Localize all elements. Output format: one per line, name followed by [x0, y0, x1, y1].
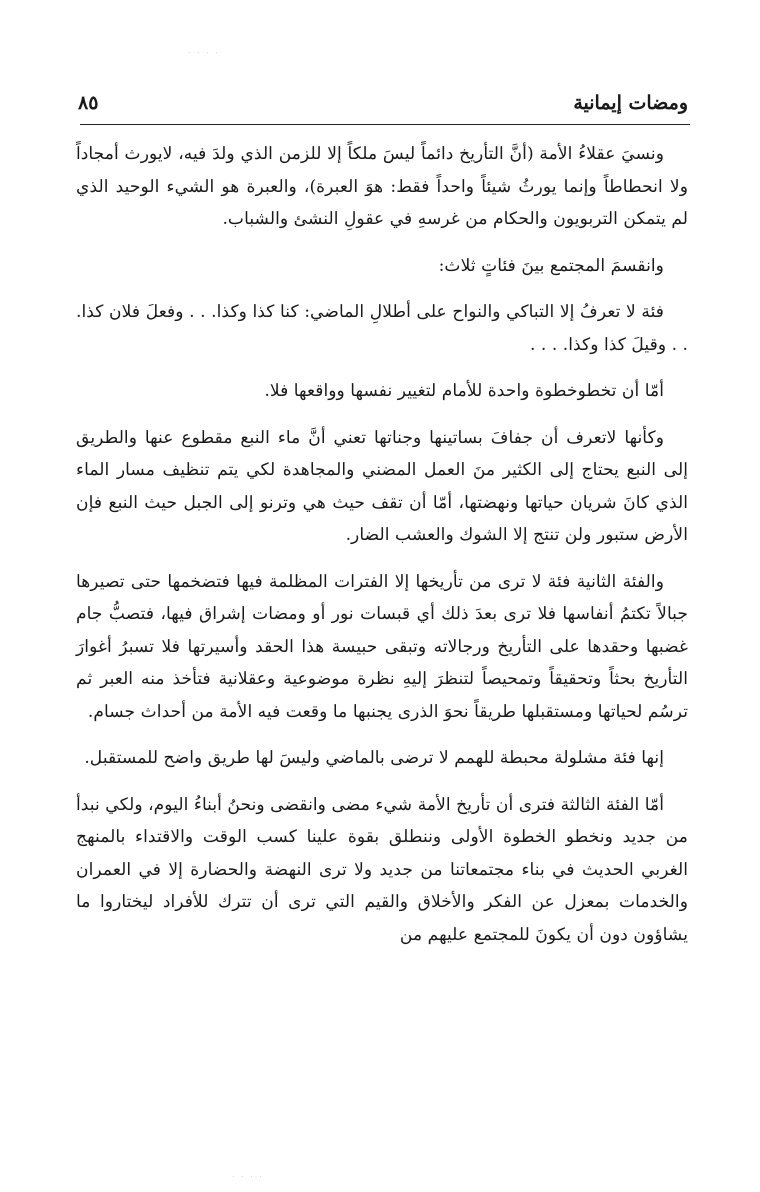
paragraph-1: ونسيَ عقلاءُ الأمة (أنَّ التأريخ دائماً ليسَ ملكاً إلا للزمن الذي ولدَ فيه، لايورث أمجاداً ولا انحطاطاً وإنما يورثُ شيئاً واحداً فقط: هوَ العبرة)، والعبرة هو الشيء الوحيد الذي لم يتمكن التربويون والحكام من غرسهِ في عقولِ النشئ والشباب. — [76, 144, 688, 229]
running-title: ومضات إيمانية — [573, 92, 688, 114]
paragraph-3: فئة لا تعرفُ إلا التباكي والنواح على أطلالِ الماضي: كنا كذا وكذا. . . وفعلَ فلان كذا. . . وقيلَ كذا وكذا. . . . — [76, 302, 688, 355]
scan-mark-top: . . . . — [188, 46, 220, 55]
header-rule — [80, 124, 690, 125]
paragraph-2: وانقسمَ المجتمع بينَ فئاتٍ ثلاث: — [438, 255, 664, 276]
paragraph-6: والفئة الثانية فئة لا ترى من تأريخها إلا الفترات المظلمة فيها فتضخمها حتى تصيرها جبالاً تكتمُ أنفاسها فلا ترى بعدَ ذلك أي قبسات نور أو ومضات إشراق فيها، فتصبُّ جام غضبها وحقدها على التأريخ ورجالاته وتبقى حبيسة هذا الحقد وأسيرتها فلا تسبرُ أغوارَ التأريخ بحثاً وتحقيقاً وتمحيصاً لتنظرَ إليهِ نظرة موضوعية وعقلانية فتأخذ منه العبر ثم ترسُم لحياتها ومستقبلها طريقاً نحوَ الذرى يجنبها ما وقعت فيه الأمة من أحداث جسام. — [76, 571, 688, 722]
page-number: ٨٥ — [78, 92, 99, 114]
scan-mark-bottom: . . . . — [232, 1170, 264, 1179]
paragraph-7: إنها فئة مشلولة محبطة للهمم لا ترضى بالماضي وليسَ لها طريق واضح للمستقبل. — [84, 748, 664, 768]
paragraph-4: أمّا أن تخطوخطوة واحدة للأمام لتغيير نفسها وواقعها فلا. — [264, 381, 664, 401]
page-header — [78, 88, 688, 118]
page-body — [76, 138, 688, 951]
paragraph-8: أمّا الفئة الثالثة فترى أن تأريخ الأمة شيء مضى وانقضى ونحنُ أبناءُ اليوم، ولكي نبدأ من جديد ونخطو الخطوة الأولى وننطلق بقوة علينا كسب الوقت والاقتداء بالمنهج الغربي الحديث في بناء مجتمعاتنا من جديد ولا ترى النهضة والحضارة إلا في العمران والخدمات بمعزل عن الفكر والأخلاق والقيم التي ترى أن تترك للأفراد ليختاروا ما يشاؤون دون أن يكونَ للمجتمع عليهم من — [76, 794, 688, 945]
paragraph-5: وكأنها لاتعرف أن جفافَ بساتينها وجناتها تعني أنَّ ماء النبع مقطوع عنها والطريق إلى النبع يحتاج إلى الكثير منَ العمل المضني والمجاهدة لكي يتم تنظيف مسار الماء الذي كانَ شريان حياتها ونهضتها، أمّا أن تقف حيث هي وترنو إلى الجبل حيث النبع فإن الأرض ستبور ولن تنتج إلا الشوك والعشب الضار. — [76, 427, 688, 545]
